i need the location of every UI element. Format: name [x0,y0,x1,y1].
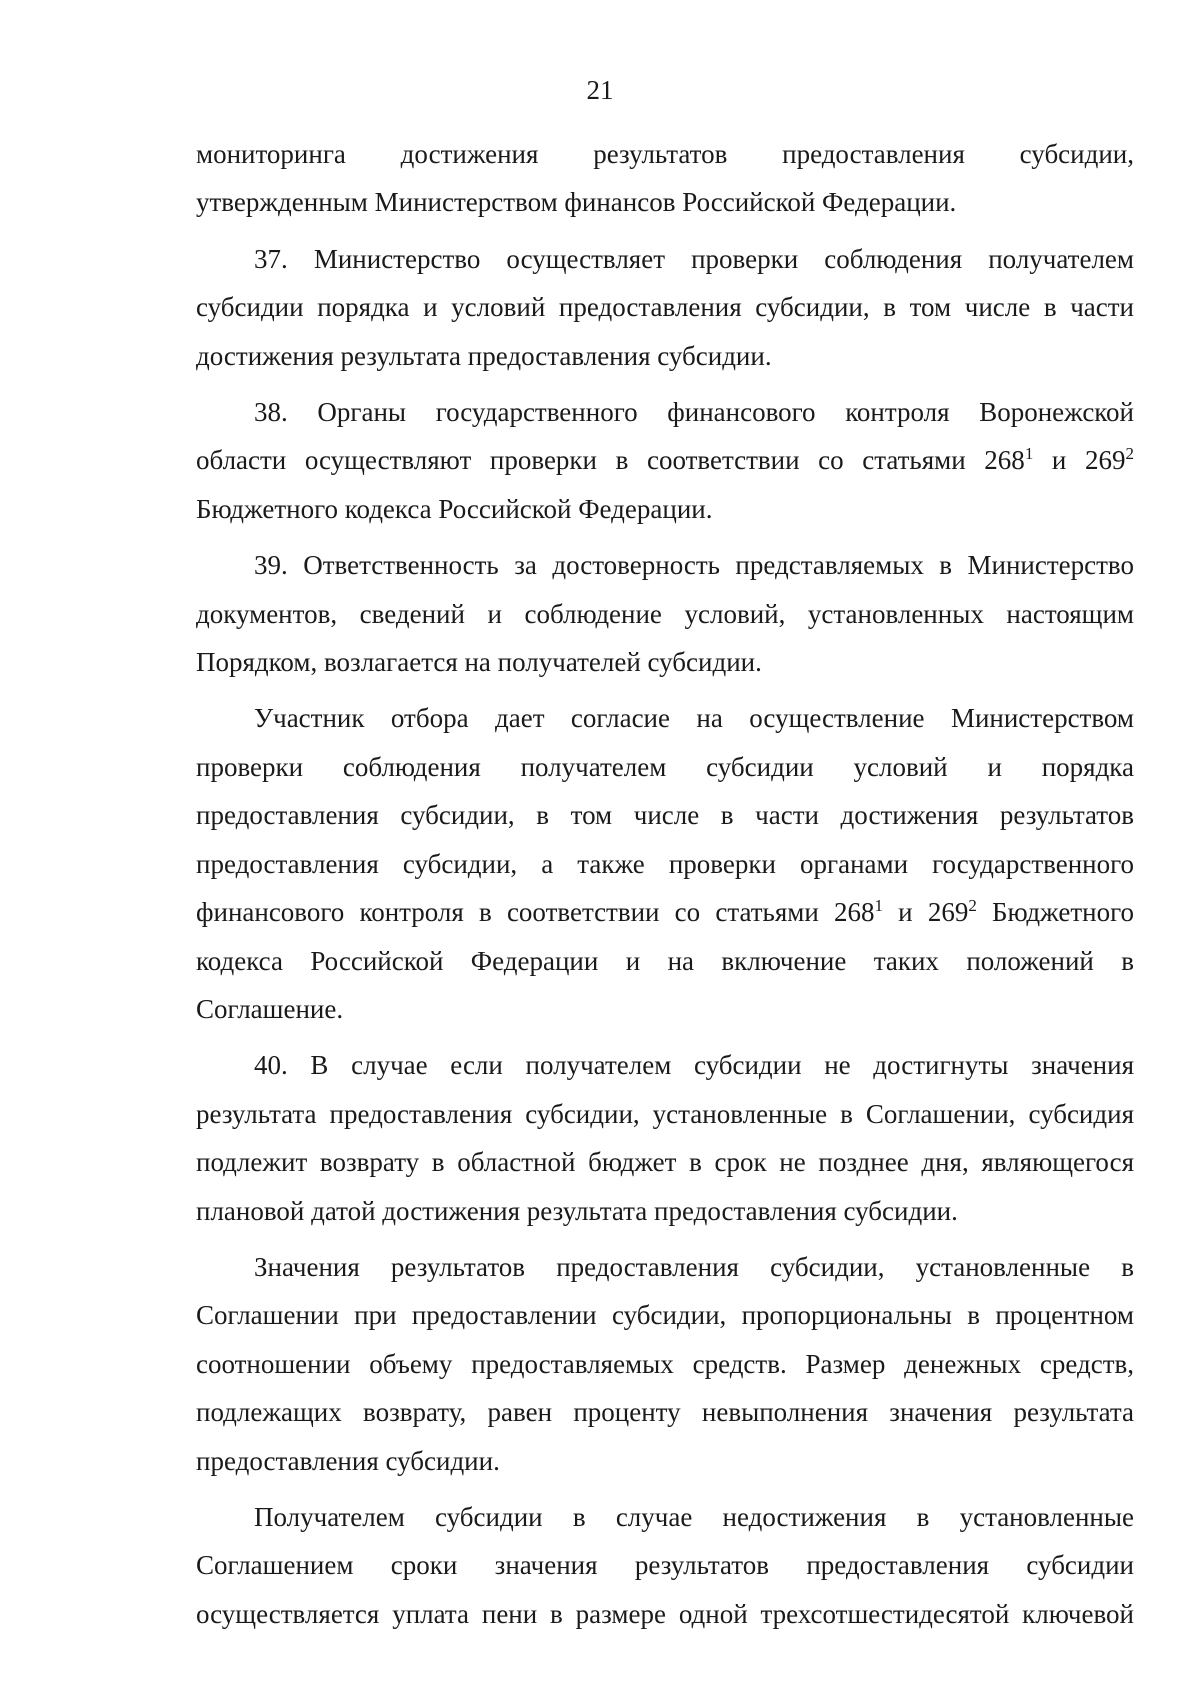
text-line: соотношении объему предоставляемых средств. Размер денежных средств, [196,1348,1134,1379]
page-number: 21 [586,75,614,105]
text-line: Значения результатов предоставления субсидии, установленные в [254,1251,1134,1282]
text-line: Получателем субсидии в случае недостижения в установленные [254,1501,1134,1532]
text-line: 37. Министерство осуществляет проверки соблюдения получателем [254,243,1134,274]
superscript: 2 [1125,444,1134,464]
text-line: плановой датой достижения результата предоставления субсидии. [196,1195,958,1226]
text-line: 38. Органы государственного финансового контроля Воронежской [254,397,1134,428]
text-line: Участник отбора дает согласие на осуществление Министерством [254,703,1134,734]
text-line: 40. В случае если получателем субсидии не достигнуты значения [254,1050,1134,1081]
text-line: предоставления субсидии. [196,1445,500,1476]
paragraph-38 [196,388,1134,533]
text-line [196,436,1134,484]
text-line: предоставления субсидии, в том числе в части достижения результатов [196,800,1134,831]
text-fragment: Бюджетного [976,897,1134,928]
text-line: подлежит возврату в областной бюджет в срок не позднее дня, являющегося [196,1147,1134,1178]
text-fragment: и 269 [1033,445,1126,476]
text-line: документов, сведений и соблюдение условий, установленных настоящим [196,598,1134,629]
text-line: утвержденным Министерством финансов Российской Федерации. [196,187,957,218]
text-fragment: области осуществляют проверки в соответствии со статьями 268 [196,445,1025,476]
text-line: подлежащих возврату, равен проценту невыполнения значения результата [196,1397,1134,1428]
text-line: Соглашение. [196,993,344,1024]
paragraph-values [196,1243,1134,1485]
superscript: 1 [1024,444,1034,464]
paragraph-penalty [196,1493,1134,1638]
paragraph-continuation [196,130,1134,227]
text-fragment: и 269 [883,897,969,928]
text-line [196,888,1134,936]
text-line: Соглашением сроки значения результатов предоставления субсидии [196,1550,1134,1581]
paragraph-37 [196,235,1134,380]
text-line: предоставления субсидии, а также проверки органами государственного [196,848,1134,879]
text-line: результата предоставления субсидии, установленные в Соглашении, субсидия [196,1098,1134,1129]
text-line: субсидии порядка и условий предоставления субсидии, в том числе в части [196,292,1134,323]
paragraph-39 [196,541,1134,686]
paragraph-consent [196,694,1134,1033]
text-line: Соглашении при предоставлении субсидии, пропорциональны в процентном [196,1300,1134,1331]
text-line: проверки соблюдения получателем субсидии условий и порядка [196,751,1134,782]
text-line: мониторинга достижения результатов предоставления субсидии, [196,139,1134,169]
superscript: 2 [968,896,977,916]
text-line: осуществляется уплата пени в размере одной трехсотшестидесятой ключевой [196,1598,1134,1629]
document-body [196,130,1134,1638]
text-line: Порядком, возлагается на получателей субсидии. [196,647,762,678]
text-line: Бюджетного кодекса Российской Федерации. [196,493,713,524]
text-fragment: финансового контроля в соответствии со статьями 268 [196,897,875,928]
paragraph-40 [196,1041,1134,1235]
text-line: достижения результата предоставления субсидии. [196,340,772,371]
text-line: 39. Ответственность за достоверность представляемых в Министерство [254,550,1134,581]
superscript: 1 [874,896,883,916]
text-line: кодекса Российской Федерации и на включение таких положений в [196,945,1134,976]
